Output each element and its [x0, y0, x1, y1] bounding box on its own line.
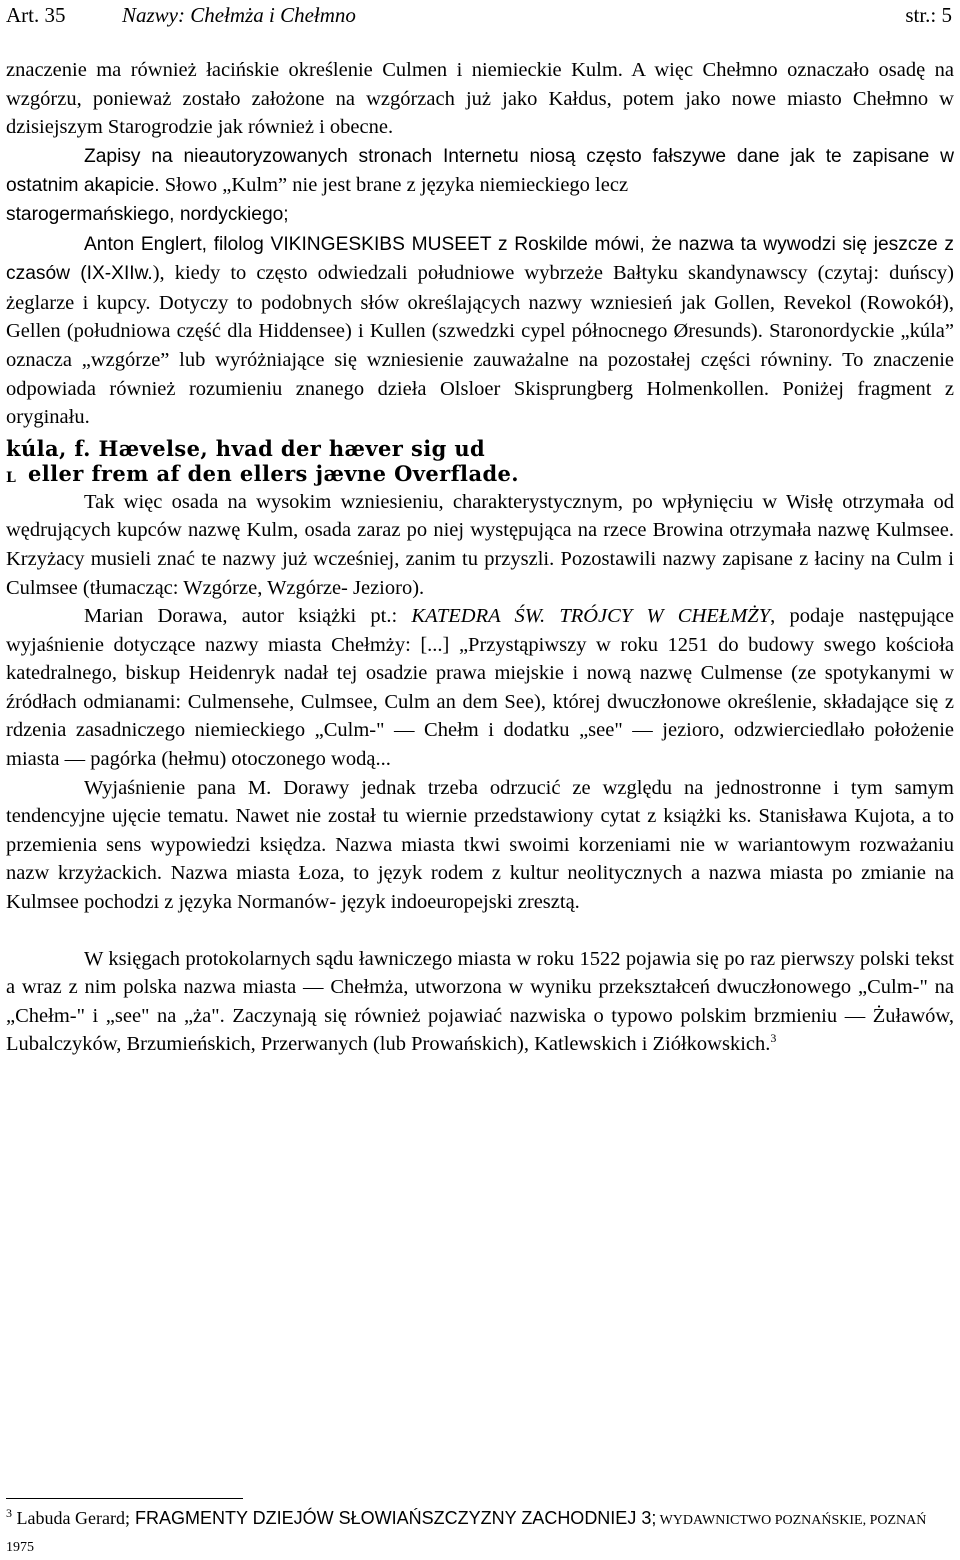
article-number: Art. 35: [6, 3, 66, 27]
original-fragment-image: [6, 436, 954, 488]
englert-text: Anton Englert, filolog VIKINGESKIBS MUSEET z Roskilde mówi, że nazwa ta wywodzi się jeszcze z czasów (IX-XIIw.: [6, 233, 954, 285]
paragraph-internet-note: [6, 142, 954, 201]
paragraph-kulm-osada: Tak więc osada na wysokim wzniesieniu, charakterystycznym, po wpłynięciu w Wisłę otrzymała od wędrujących kupców nazwę Kulm, osada zaraz po niej występująca na rzece Browina otrzymała nazwę Kulmsee. Krzyżacy musieli znać te nazwy już wcześniej, zanim tu przyszli. Pozostawili nazwy zapisane z łaciny na Culm i Culmsee (tłumacząc: Wzgórze, Wzgórze- Jezioro).: [6, 490, 954, 599]
kulm-word-text: Słowo „Kulm” nie jest brane z języka niemieckiego lecz: [159, 174, 629, 197]
fragment-line-1: kúla, f. Hævelse, hvad der hæver sig ud: [6, 435, 486, 461]
fragment-line-2: eller frem af den ellers jævne Overflade.: [28, 460, 520, 486]
paragraph-rebuttal: Wyjaśnienie pana M. Dorawy jednak trzeba odrzucić ze względu na jednostronne i tym samym tendencyjne ujęcie tematu. Nawet nie został tu wiernie przedstawiony cytat z książki ks. Stanisława Kujota, a to przemienia sens wypowiedzi księdza. Nazwa miasta tkwi swoimi korzeniami nie w wariantowym rozważaniu nazw krzyżackich. Nazwa miasta Łoza, to język rodem z kultur neolitycznych a nazwa miasta po zmianie na Kulmsee pochodzi z języka Normanów- język indoeuropejski zresztą.: [6, 776, 954, 914]
footnote: [6, 1506, 936, 1560]
fragment-margin-mark: L: [6, 469, 17, 486]
footnote-author: Labuda Gerard;: [16, 1508, 130, 1528]
paragraph-nordic-origin: starogermańskiego, nordyckiego;: [6, 203, 289, 225]
footnote-reference[interactable]: 3: [770, 1031, 777, 1046]
article-title: Nazwy: Chełmża i Chełmno: [122, 3, 356, 27]
paragraph-dorawa: [6, 602, 954, 774]
footnote-number: 3: [6, 1506, 12, 1520]
page-number: str.: 5: [905, 3, 952, 27]
dorawa-intro: Marian Dorawa, autor książki pt.:: [84, 605, 412, 628]
footnote-divider: [6, 1498, 243, 1499]
paragraph-1522-text: W księgach protokolarnych sądu ławniczego miasta w roku 1522 pojawia się po raz pierwszy polski tekst a wraz z nim polska nazwa miasta — Chełmża, utworzona w wyniku przekształceń dwuczłonowego „Culm-" na „Chełm-" i „see" na „ża". Zaczynają się również pojawiać nazwiska o typowo polskim brzmieniu — Żuławów, Lubalczyków, Brzumieńskich, Przerwanych (lub Prowańskich), Katlewskich i Ziółkowskich.: [6, 947, 954, 1056]
paragraph-englert: [6, 230, 954, 432]
vikings-text: ), kiedy to często odwiedzali południowe wybrzeże Bałtyku skandynawscy (czytaj: duńscy) żeglarze i kupcy. Dotyczy to podobnych słów określających nazwy wzniesień jak Gollen, Revekol (Rowokół), Gellen (południowa część dla Hiddensee) i Kullen (szwedzki cypel północnego Øresunds). Staronordyckie „kúla” oznacza „wzgórze” lub wyróżniające się wzniesienie zauważalne na pozostałej części równiny. To znaczenie odpowiada również rozumieniu znanego dzieła Olsloer Skisprungberg Holmenkollen. Poniżej fragment z oryginału.: [6, 262, 954, 429]
paragraph-culmen: znaczenie ma również łacińskie określenie Culmen i niemieckie Kulm. A więc Chełmno oznaczało osadę na wzgórzu, ponieważ zostało założone na wzgórzach już jako Kałdus, potem jako nowe miasto Chełmno w dzisiejszym Starogrodzie jak również i obecne.: [6, 59, 954, 139]
footnote-title: FRAGMENTY DZIEJÓW SŁOWIAŃSZCZYZNY ZACHODNIEJ 3;: [129, 1508, 657, 1528]
book-title: KATEDRA ŚW. TRÓJCY W CHEŁMŻY: [411, 605, 771, 628]
page-header: [6, 2, 952, 28]
footnote-publisher: WYDAWNICTWO POZNAŃSKIE, POZNAŃ 1975: [6, 1513, 927, 1555]
internet-note-text: Zapisy na nieautoryzowanych stronach Internetu niosą często fałszywe dane jak te zapisane w ostatnim akapicie.: [6, 145, 954, 197]
dorawa-quote: , podaje następujące wyjaśnienie dotyczące nazwy miasta Chełmży: [...] „Przystąpiwszy w roku 1251 do budowy swego kościoła katedralnego, biskup Heidenryk nadał tej osadzie prawa miejskie i nową nazwę Culmense (ze spotykanymi w źródłach odmianami: Culmensehe, Culmsee, Culm an dem See), której dwuczłonowe określenie, składające się z rdzenia zasadniczego niemieckiego „Culm-" — Chełm i dodatku „see" — jezioro, odzwierciedlało położenie miasta — pagórka (hełmu) otoczonego wodą...: [6, 605, 954, 771]
paragraph-spacer: [6, 917, 954, 945]
paragraph-1522: [6, 945, 954, 1059]
document-body: [6, 56, 954, 1059]
